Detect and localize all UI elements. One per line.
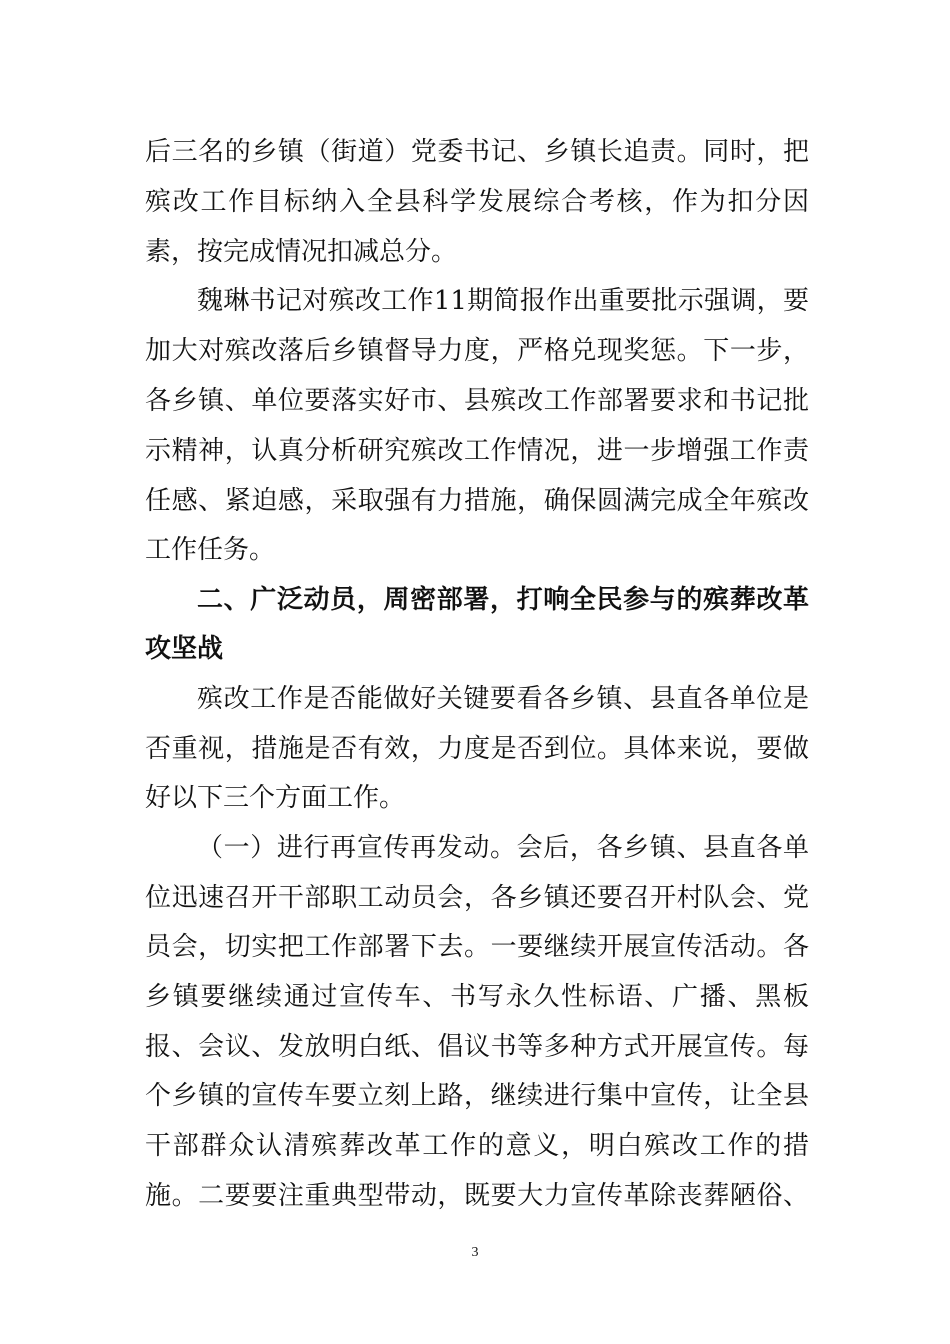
body-text-line: 好以下三个方面工作。: [145, 783, 406, 813]
body-text-line: （一）进行再宣传再发动。会后，各乡镇、县直各单: [197, 833, 809, 863]
section-heading: 攻坚战: [145, 634, 224, 664]
body-text-line: 素，按完成情况扣减总分。: [145, 237, 458, 267]
body-text-line: 员会，切实把工作部署下去。一要继续开展宣传活动。各: [145, 932, 809, 962]
body-text-line: 各乡镇、单位要落实好市、县殡改工作部署要求和书记批: [145, 386, 809, 416]
body-text-line: 施。二要要注重典型带动，既要大力宣传革除丧葬陋俗、: [145, 1181, 809, 1211]
body-text-line: 任感、紧迫感，采取强有力措施，确保圆满完成全年殡改: [145, 486, 809, 516]
section-heading: 二、广泛动员，周密部署，打响全民参与的殡葬改革: [197, 585, 809, 615]
body-text-line: 工作任务。: [145, 535, 276, 565]
page-number: 3: [471, 1245, 479, 1260]
body-text-line: 否重视，措施是否有效，力度是否到位。具体来说，要做: [145, 734, 809, 764]
body-text-line: 加大对殡改落后乡镇督导力度，严格兑现奖惩。下一步，: [145, 336, 809, 366]
body-text-line: 干部群众认清殡葬改革工作的意义，明白殡改工作的措: [145, 1131, 809, 1161]
body-text-line: 位迅速召开干部职工动员会，各乡镇还要召开村队会、党: [145, 883, 809, 913]
body-text-line: 魏琳书记对殡改工作11期简报作出重要批示强调，要: [197, 286, 809, 316]
body-text-line: 后三名的乡镇（街道）党委书记、乡镇长追责。同时，把: [145, 137, 809, 167]
body-text-line: 乡镇要继续通过宣传车、书写永久性标语、广播、黑板: [145, 982, 809, 1012]
body-text-line: 个乡镇的宣传车要立刻上路，继续进行集中宣传，让全县: [145, 1081, 809, 1111]
body-text-line: 示精神，认真分析研究殡改工作情况，进一步增强工作责: [145, 436, 809, 466]
body-text-line: 殡改工作是否能做好关键要看各乡镇、县直各单位是: [197, 684, 809, 714]
body-text-line: 殡改工作目标纳入全县科学发展综合考核，作为扣分因: [145, 187, 809, 217]
body-text-line: 报、会议、发放明白纸、倡议书等多种方式开展宣传。每: [145, 1032, 809, 1062]
